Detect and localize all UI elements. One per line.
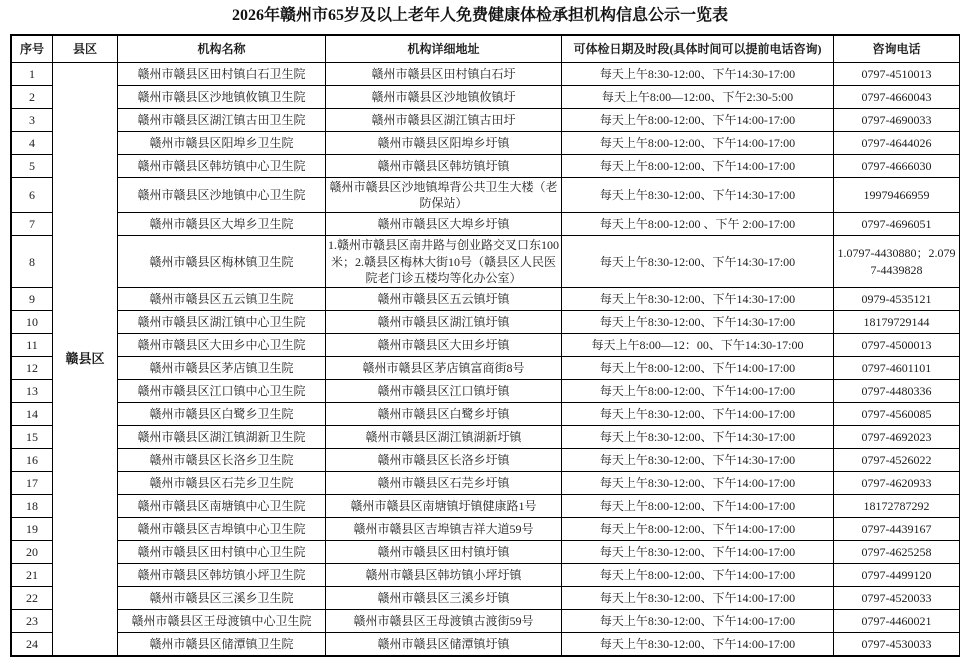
- exam-schedule-cell: 每天上午8:00-12:00、下午14:00-17:00: [562, 132, 834, 155]
- address-cell: 赣州市赣县区白鹭乡圩镇: [326, 402, 562, 425]
- exam-schedule-cell: 每天上午8:30-12:00、下午14:00-17:00: [562, 471, 834, 494]
- serial-number-cell: 22: [11, 586, 53, 609]
- institution-name-cell: 赣州市赣县区茅店镇卫生院: [118, 356, 326, 379]
- phone-cell: 0797-4510013: [834, 63, 960, 86]
- address-cell: 赣州市赣县区湖江镇圩镇: [326, 310, 562, 333]
- exam-schedule-cell: 每天上午8:00-12:00、下午14:00-17:00: [562, 563, 834, 586]
- table-row: [11, 494, 960, 517]
- serial-number-cell: 21: [11, 563, 53, 586]
- address-cell: 赣州市赣县区三溪乡圩镇: [326, 586, 562, 609]
- table-row: [11, 132, 960, 155]
- institution-name-cell: 赣州市赣县区湖江镇湖新卫生院: [118, 425, 326, 448]
- exam-schedule-cell: 每天上午8:00-12:00 、下午 2:00-17:00: [562, 213, 834, 236]
- table-row: [11, 63, 960, 86]
- phone-cell: 18172787292: [834, 494, 960, 517]
- exam-schedule-cell: 每天上午8:30-12:00、下午14:00-17:00: [562, 609, 834, 632]
- phone-cell: 0797-4666030: [834, 155, 960, 178]
- table-row: [11, 356, 960, 379]
- institution-name-cell: 赣州市赣县区田村镇中心卫生院: [118, 540, 326, 563]
- phone-cell: 0797-4460021: [834, 609, 960, 632]
- address-cell: 赣州市赣县区五云镇圩镇: [326, 287, 562, 310]
- institution-name-cell: 赣州市赣县区石芫乡卫生院: [118, 471, 326, 494]
- serial-number-cell: 7: [11, 213, 53, 236]
- table-row: [11, 86, 960, 109]
- table-row: [11, 213, 960, 236]
- institution-name-cell: 赣州市赣县区湖江镇古田卫生院: [118, 109, 326, 132]
- serial-number-cell: 23: [11, 609, 53, 632]
- table-row: [11, 236, 960, 288]
- phone-cell: 0797-4620933: [834, 471, 960, 494]
- serial-number-cell: 17: [11, 471, 53, 494]
- serial-number-cell: 6: [11, 178, 53, 213]
- phone-cell: 0797-4439167: [834, 517, 960, 540]
- table-row: [11, 609, 960, 632]
- address-cell: 赣州市赣县区阳埠乡圩镇: [326, 132, 562, 155]
- phone-cell: 0979-4535121: [834, 287, 960, 310]
- phone-cell: 0797-4692023: [834, 425, 960, 448]
- table-row: [11, 178, 960, 213]
- address-cell: 赣州市赣县区大田乡圩镇: [326, 333, 562, 356]
- table-row: [11, 402, 960, 425]
- serial-number-cell: 11: [11, 333, 53, 356]
- header-row: [11, 35, 960, 63]
- institution-name-cell: 赣州市赣县区白鹭乡卫生院: [118, 402, 326, 425]
- exam-schedule-cell: 每天上午8:30-12:00、下午14:00-17:00: [562, 540, 834, 563]
- header-exam-schedule: 可体检日期及时段(具体时间可以提前电话咨询): [562, 35, 834, 63]
- serial-number-cell: 10: [11, 310, 53, 333]
- table-body: [11, 63, 960, 656]
- exam-schedule-cell: 每天上午8:00—12：00、下午14:30-17:00: [562, 333, 834, 356]
- serial-number-cell: 16: [11, 448, 53, 471]
- phone-cell: 0797-4601101: [834, 356, 960, 379]
- serial-number-cell: 2: [11, 86, 53, 109]
- institution-name-cell: 赣州市赣县区田村镇白石卫生院: [118, 63, 326, 86]
- table-row: [11, 155, 960, 178]
- address-cell: 赣州市赣县区湖江镇湖新圩镇: [326, 425, 562, 448]
- exam-schedule-cell: 每天上午8:30-12:00、下午14:30-17:00: [562, 178, 834, 213]
- address-cell: 赣州市赣县区王母渡镇古渡街59号: [326, 609, 562, 632]
- phone-cell: 0797-4660043: [834, 86, 960, 109]
- address-cell: 赣州市赣县区吉埠镇吉祥大道59号: [326, 517, 562, 540]
- serial-number-cell: 8: [11, 236, 53, 288]
- exam-schedule-cell: 每天上午8:00-12:00、下午14:00-17:00: [562, 379, 834, 402]
- institution-name-cell: 赣州市赣县区韩坊镇小坪卫生院: [118, 563, 326, 586]
- institution-name-cell: 赣州市赣县区沙地镇攸镇卫生院: [118, 86, 326, 109]
- exam-schedule-cell: 每天上午8:30-12:00、下午14:00-17:00: [562, 586, 834, 609]
- exam-schedule-cell: 每天上午8:30-12:00、下午14:00-17:00: [562, 402, 834, 425]
- phone-cell: 0797-4499120: [834, 563, 960, 586]
- phone-cell: 0797-4625258: [834, 540, 960, 563]
- table-row: [11, 379, 960, 402]
- address-cell: 赣州市赣县区韩坊镇小坪圩镇: [326, 563, 562, 586]
- address-cell: 赣州市赣县区湖江镇古田圩: [326, 109, 562, 132]
- institution-name-cell: 赣州市赣县区阳埠乡卫生院: [118, 132, 326, 155]
- serial-number-cell: 14: [11, 402, 53, 425]
- phone-cell: 0797-4500013: [834, 333, 960, 356]
- serial-number-cell: 9: [11, 287, 53, 310]
- header-address: 机构详细地址: [326, 35, 562, 63]
- institution-name-cell: 赣州市赣县区三溪乡卫生院: [118, 586, 326, 609]
- exam-schedule-cell: 每天上午8:00-12:00、下午14:00-17:00: [562, 109, 834, 132]
- phone-cell: 19979466959: [834, 178, 960, 213]
- serial-number-cell: 15: [11, 425, 53, 448]
- institution-name-cell: 赣州市赣县区湖江镇中心卫生院: [118, 310, 326, 333]
- table-row: [11, 310, 960, 333]
- address-cell: 赣州市赣县区大埠乡圩镇: [326, 213, 562, 236]
- serial-number-cell: 19: [11, 517, 53, 540]
- phone-cell: 0797-4696051: [834, 213, 960, 236]
- address-cell: 赣州市赣县区茅店镇富商街8号: [326, 356, 562, 379]
- exam-schedule-cell: 每天上午8:00-12:00、下午14:00-17:00: [562, 356, 834, 379]
- table-row: [11, 448, 960, 471]
- serial-number-cell: 4: [11, 132, 53, 155]
- exam-schedule-cell: 每天上午8:30-12:00、下午14:30-17:00: [562, 448, 834, 471]
- exam-schedule-cell: 每天上午8:30-12:00、下午14:30-17:00: [562, 236, 834, 288]
- phone-cell: 18179729144: [834, 310, 960, 333]
- address-cell: 赣州市赣县区储潭镇圩镇: [326, 632, 562, 656]
- table-row: [11, 425, 960, 448]
- district-merged-cell: 赣县区: [53, 63, 118, 656]
- institution-name-cell: 赣州市赣县区江口镇中心卫生院: [118, 379, 326, 402]
- institution-name-cell: 赣州市赣县区王母渡镇中心卫生院: [118, 609, 326, 632]
- phone-cell: 0797-4560085: [834, 402, 960, 425]
- table-row: [11, 517, 960, 540]
- page-title: 2026年赣州市65岁及以上老年人免费健康体检承担机构信息公示一览表: [231, 7, 728, 24]
- table-row: [11, 287, 960, 310]
- address-cell: 赣州市赣县区南塘镇圩镇健康路1号: [326, 494, 562, 517]
- phone-cell: 0797-4530033: [834, 632, 960, 656]
- serial-number-cell: 20: [11, 540, 53, 563]
- address-cell: 赣州市赣县区韩坊镇圩镇: [326, 155, 562, 178]
- address-cell: 赣州市赣县区沙地镇埠背公共卫生大楼（老防保站）: [326, 178, 562, 213]
- institution-name-cell: 赣州市赣县区长洛乡卫生院: [118, 448, 326, 471]
- institution-name-cell: 赣州市赣县区吉埠镇中心卫生院: [118, 517, 326, 540]
- exam-schedule-cell: 每天上午8:30-12:00、下午14:30-17:00: [562, 287, 834, 310]
- exam-schedule-cell: 每天上午8:30-12:00、下午14:30-17:00: [562, 63, 834, 86]
- institution-name-cell: 赣州市赣县区大埠乡卫生院: [118, 213, 326, 236]
- table-header: [11, 35, 960, 63]
- institution-name-cell: 赣州市赣县区大田乡中心卫生院: [118, 333, 326, 356]
- address-cell: 赣州市赣县区田村镇白石圩: [326, 63, 562, 86]
- address-cell: 1.赣州市赣县区南井路与创业路交叉口东100米；2.赣县区梅林大街10号（赣县区人民医院老门诊五楼均等化办公室）: [326, 236, 562, 288]
- institution-name-cell: 赣州市赣县区储潭镇卫生院: [118, 632, 326, 656]
- institution-name-cell: 赣州市赣县区南塘镇中心卫生院: [118, 494, 326, 517]
- exam-schedule-cell: 每天上午8:00—12:00、下午2:30-5:00: [562, 86, 834, 109]
- table-row: [11, 540, 960, 563]
- table-row: [11, 109, 960, 132]
- serial-number-cell: 3: [11, 109, 53, 132]
- serial-number-cell: 18: [11, 494, 53, 517]
- phone-cell: 0797-4644026: [834, 132, 960, 155]
- address-cell: 赣州市赣县区石芫乡圩镇: [326, 471, 562, 494]
- table-row: [11, 333, 960, 356]
- exam-schedule-cell: 每天上午8:00-12:00、下午14:00-17:00: [562, 494, 834, 517]
- phone-cell: 0797-4690033: [834, 109, 960, 132]
- table-row: [11, 471, 960, 494]
- institution-name-cell: 赣州市赣县区沙地镇中心卫生院: [118, 178, 326, 213]
- phone-cell: 0797-4480336: [834, 379, 960, 402]
- serial-number-cell: 5: [11, 155, 53, 178]
- institution-name-cell: 赣州市赣县区五云镇卫生院: [118, 287, 326, 310]
- table-row: [11, 563, 960, 586]
- table-row: [11, 632, 960, 656]
- header-district: 县区: [53, 35, 118, 63]
- exam-schedule-cell: 每天上午8:30-12:00、下午14:30-17:00: [562, 310, 834, 333]
- institutions-table: [10, 34, 960, 657]
- address-cell: 赣州市赣县区沙地镇攸镇圩: [326, 86, 562, 109]
- exam-schedule-cell: 每天上午8:00-12:00、下午14:00-17:00: [562, 155, 834, 178]
- header-phone: 咨询电话: [834, 35, 960, 63]
- institution-name-cell: 赣州市赣县区梅林镇卫生院: [118, 236, 326, 288]
- institution-name-cell: 赣州市赣县区韩坊镇中心卫生院: [118, 155, 326, 178]
- serial-number-cell: 1: [11, 63, 53, 86]
- phone-cell: 0797-4520033: [834, 586, 960, 609]
- table-row: [11, 586, 960, 609]
- serial-number-cell: 12: [11, 356, 53, 379]
- exam-schedule-cell: 每天上午8:30-12:00、下午14:00-17:00: [562, 632, 834, 656]
- serial-number-cell: 13: [11, 379, 53, 402]
- address-cell: 赣州市赣县区江口镇圩镇: [326, 379, 562, 402]
- address-cell: 赣州市赣县区长洛乡圩镇: [326, 448, 562, 471]
- header-institution-name: 机构名称: [118, 35, 326, 63]
- exam-schedule-cell: 每天上午8:00-12:00、下午14:00-17:00: [562, 517, 834, 540]
- phone-cell: 1.0797-4430880；2.0797-4439828: [834, 236, 960, 288]
- exam-schedule-cell: 每天上午8:30-12:00、下午14:30-17:00: [562, 425, 834, 448]
- header-serial-number: 序号: [11, 35, 53, 63]
- serial-number-cell: 24: [11, 632, 53, 656]
- phone-cell: 0797-4526022: [834, 448, 960, 471]
- address-cell: 赣州市赣县区田村镇圩镇: [326, 540, 562, 563]
